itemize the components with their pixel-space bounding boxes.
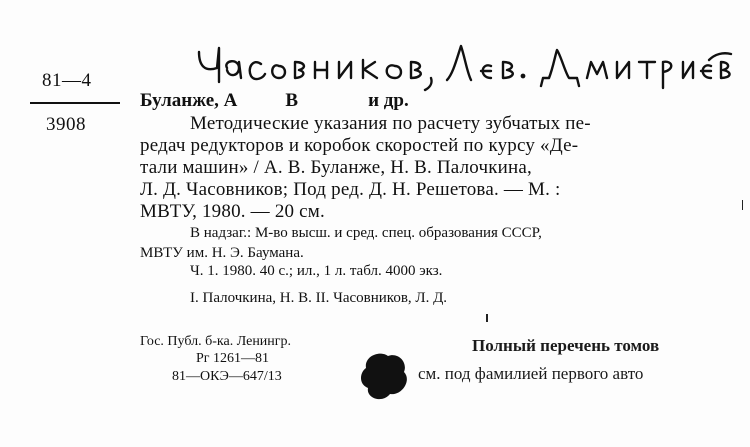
ink-blot [356, 348, 412, 404]
rubber-stamp-line-2: см. под фамилией первого авто [418, 364, 644, 383]
imprint-line-1: Гос. Публ. б-ка. Ленингр. [140, 334, 292, 349]
description-line-4: Л. Д. Часовников; Под ред. Д. Н. Решетова. — М. : [140, 179, 561, 200]
notes-line-2: МВТУ им. Н. Э. Баумана. [140, 245, 304, 261]
description-line-5: МВТУ, 1980. — 20 см. [140, 201, 325, 222]
rubber-stamp-line-1: Полный перечень томов [472, 336, 660, 355]
main-entry-heading [140, 90, 409, 112]
pencil-mark [486, 314, 488, 322]
description-line-2: редач редукторов и коробок скоростей по курсу «Де- [140, 135, 579, 156]
notes-line-1: В надзаг.: М-во высш. и сред. спец. образования СССР, [190, 225, 542, 241]
imprint-line-2: Рг 1261—81 [196, 351, 270, 366]
call-number-bottom: 3908 [46, 114, 86, 135]
notes-line-3: Ч. 1. 1980. 40 с.; ил., 1 л. табл. 4000 экз. [190, 263, 443, 279]
edge-mark [742, 200, 743, 210]
tracings-line: I. Палочкина, Н. В. II. Часовников, Л. Д. [190, 290, 448, 306]
heading-et-al: и др. [368, 90, 409, 111]
call-number-top: 81—4 [42, 70, 92, 91]
heading-initial: В [285, 90, 299, 111]
heading-author: Буланже, А [140, 90, 238, 111]
call-number-divider [30, 102, 120, 104]
imprint-line-3: 81—ОКЭ—647/13 [172, 369, 282, 384]
description-line-1: Методические указания по расчету зубчатых пе- [190, 113, 591, 134]
description-line-3: тали машин» / А. В. Буланже, Н. В. Палочкина, [140, 157, 533, 178]
